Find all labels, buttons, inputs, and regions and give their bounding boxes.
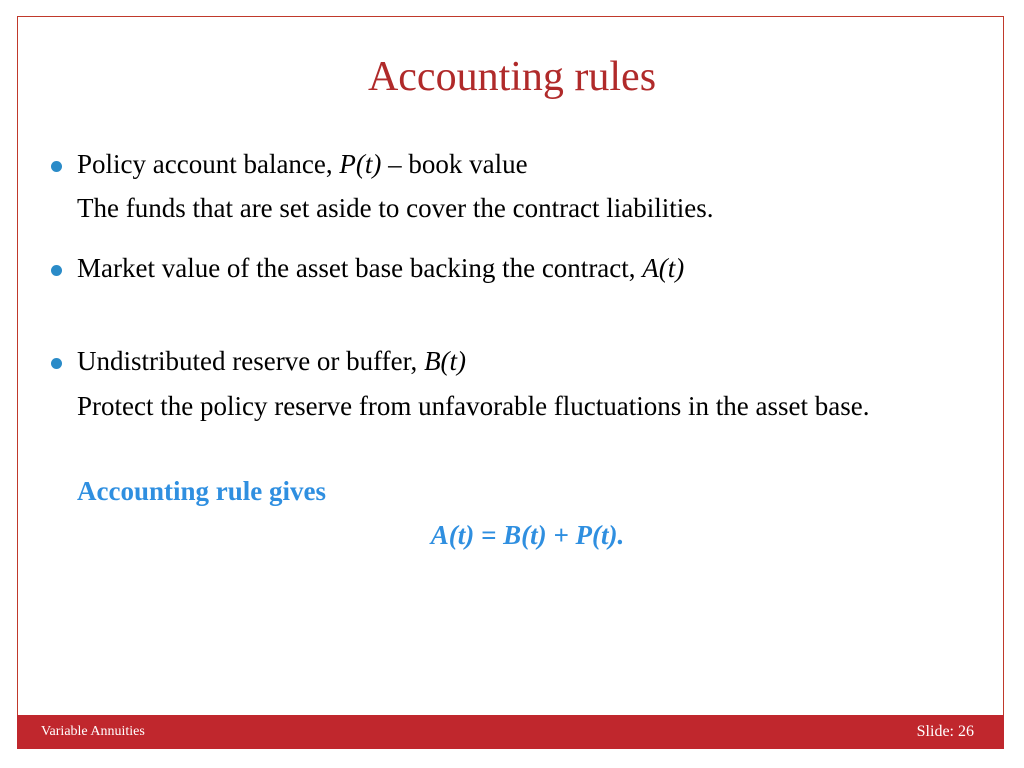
bullet-item-policy-balance: [48, 145, 978, 184]
footer-slide-number: Slide: 26: [916, 723, 974, 740]
accounting-formula: A(t) = B(t) + P(t).: [430, 519, 625, 550]
rule-heading: Accounting rule gives: [77, 475, 326, 506]
bullet-icon: [51, 265, 62, 276]
bullet-item-market-value: [48, 249, 978, 288]
bullet-text: Market value of the asset base backing the contract,: [77, 253, 643, 284]
bullet-variable: A(t): [642, 253, 685, 284]
bullet-subtext: Protect the policy reserve from unfavorable fluctuations in the asset base.: [77, 390, 870, 421]
bullet-variable: B(t): [424, 346, 467, 377]
bullet-text-suffix: – book value: [381, 149, 528, 179]
bullet-text: Policy account balance,: [77, 149, 340, 179]
bullet-text: Undistributed reserve or buffer,: [77, 346, 425, 377]
bullet-icon: [51, 161, 62, 172]
bullet-item-reserve: [48, 342, 978, 381]
slide-content: [48, 145, 978, 555]
bullet-subtext: The funds that are set aside to cover the contract liabilities.: [77, 193, 714, 224]
footer-presentation-title: Variable Annuities: [41, 724, 145, 739]
bullet-variable: P(t): [339, 149, 382, 179]
bullet-icon: [51, 358, 62, 369]
slide-title: Accounting rules: [367, 54, 657, 100]
footer-bar: [17, 715, 1004, 749]
